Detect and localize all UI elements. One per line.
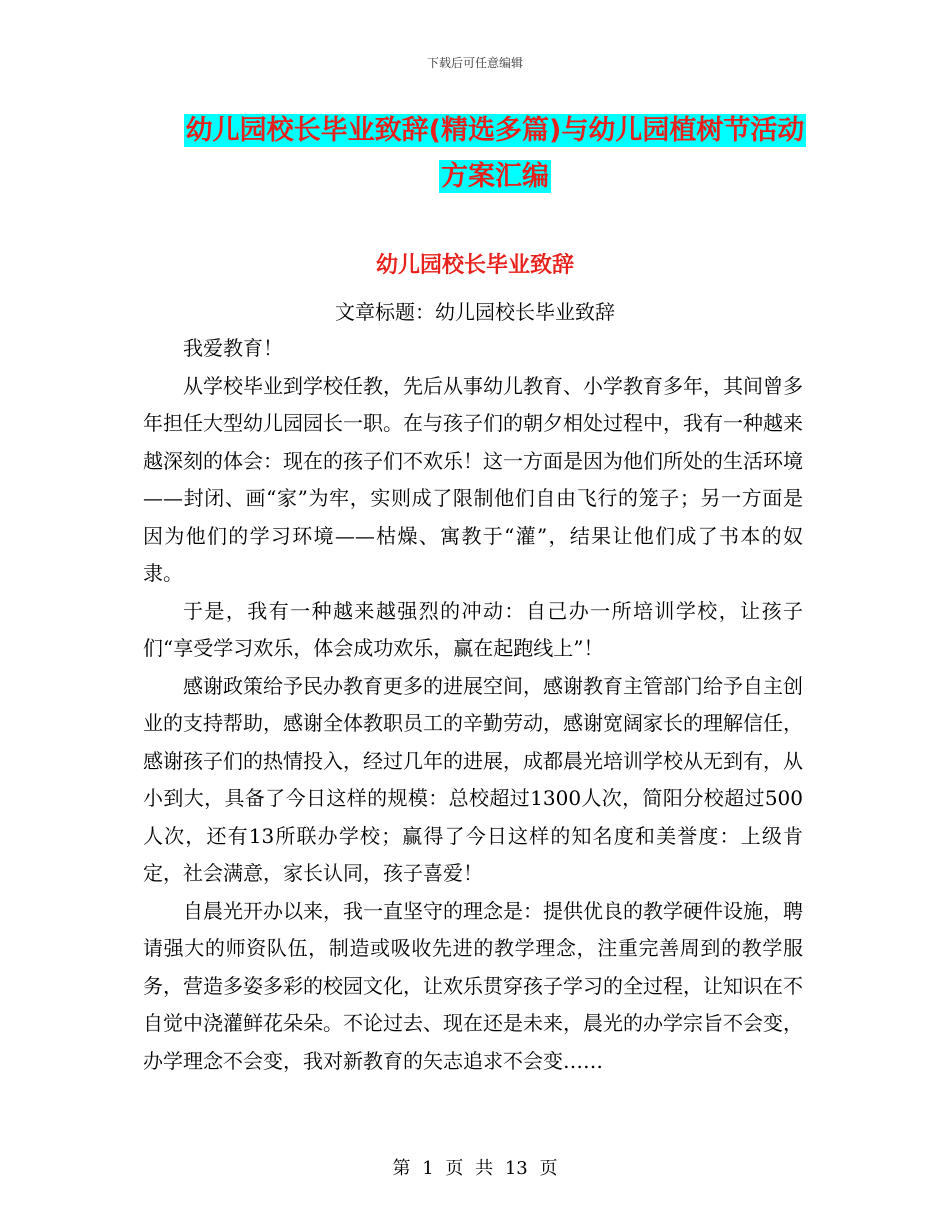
document-title — [180, 108, 810, 200]
paragraph: 于是，我有一种越来越强烈的冲动：自己办一所培训学校，让孩子们“享受学习欢乐，体会成功欢乐，赢在起跑线上”！ — [143, 598, 803, 660]
document-body — [143, 330, 803, 1080]
document-title-line-2: 方案汇编 — [441, 161, 549, 192]
paragraph: 从学校毕业到学校任教，先后从事幼儿教育、小学教育多年，其间曾多年担任大型幼儿园园长一职。在与孩子们的朝夕相处过程中，我有一种越来越深刻的体会：现在的孩子们不欢乐！这一方面是因为他们所处的生活环境——封闭、画“家”为牢，实则成了限制他们自由飞行的笼子；另一方面是因为他们的学习环境——枯燥、寓教于“灌”，结果让他们成了书本的奴隶。 — [143, 373, 803, 585]
page-number-footer: 第 1 页 共 13 页 — [392, 1158, 558, 1179]
header-note: 下载后可任意编辑 — [426, 56, 523, 70]
paragraph: 自晨光开办以来，我一直坚守的理念是：提供优良的教学硬件设施，聘请强大的师资队伍，制造或吸收先进的教学理念，注重完善周到的教学服务，营造多姿多彩的校园文化，让欢乐贯穿孩子学习的全过程，让知识在不自觉中浇灌鲜花朵朵。不论过去、现在还是未来，晨光的办学宗旨不会变，办学理念不会变，我对新教育的矢志追求不会变…… — [143, 898, 803, 1073]
paragraph: 感谢政策给予民办教育更多的进展空间，感谢教育主管部门给予自主创业的支持帮助，感谢全体教职员工的辛勤劳动，感谢宽阔家长的理解信任，感谢孩子们的热情投入，经过几年的进展，成都晨光培训学校从无到有，从小到大，具备了今日这样的规模：总校超过1300人次，简阳分校超过500人次，还有13所联办学校；赢得了今日这样的知名度和美誉度：上级肯定，社会满意，家长认同，孩子喜爱！ — [143, 673, 803, 885]
paragraph: 我爱教育！ — [183, 336, 283, 360]
document-title-line-1: 幼儿园校长毕业致辞(精选多篇)与幼儿园植树节活动 — [185, 115, 805, 146]
article-subtitle: 文章标题：幼儿园校长毕业致辞 — [335, 300, 615, 324]
section-title: 幼儿园校长毕业致辞 — [375, 253, 574, 278]
